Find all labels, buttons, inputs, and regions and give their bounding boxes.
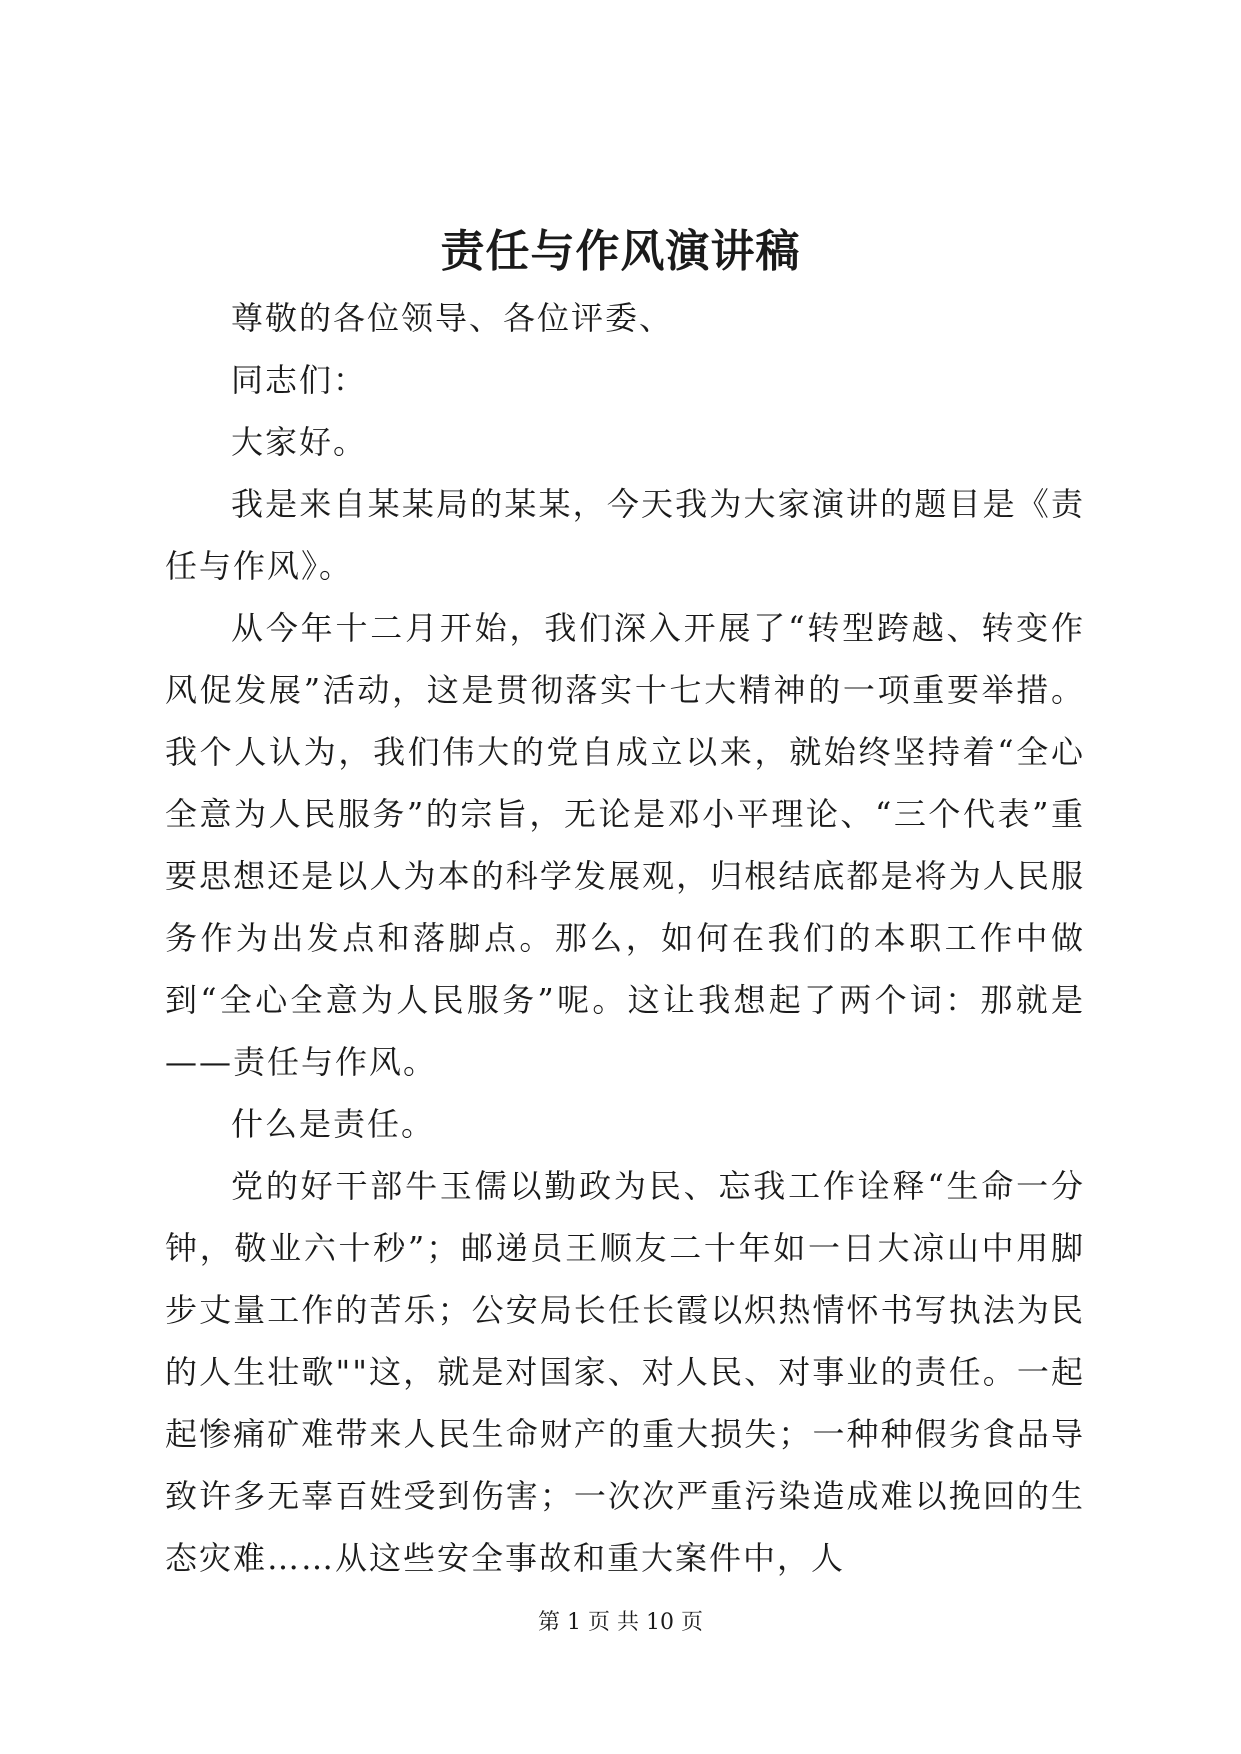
intro-paragraph: 我是来自某某局的某某，今天我为大家演讲的题目是《责任与作风》。 bbox=[165, 485, 1085, 585]
body-paragraph: 党的好干部牛玉儒以勤政为民、忘我工作诠释“生命一分钟，敬业六十秒”；邮递员王顺友二十年如一日大凉山中用脚步丈量工作的苦乐；公安局长任长霞以炽热情怀书写执法为民的人生壮歌""这，就是对国家、对人民、对事业的责任。一起起惨痛矿难带来人民生命财产的重大损失；一种种假劣食品导致许多无辜百姓受到伤害；一次次严重污染造成难以挽回的生态灾难……从这些安全事故和重大案件中，人 bbox=[165, 1167, 1085, 1577]
salutation-line: 同志们： bbox=[231, 361, 368, 399]
body-paragraph: 从今年十二月开始，我们深入开展了“转型跨越、转变作风促发展”活动，这是贯彻落实十七大精神的一项重要举措。我个人认为，我们伟大的党自成立以来，就始终坚持着“全心全意为人民服务”的宗旨，无论是邓小平理论、“三个代表”重要思想还是以人为本的科学发展观，归根结底都是将为人民服务作为出发点和落脚点。那么，如何在我们的本职工作中做到“全心全意为人民服务”呢。这让我想起了两个词：那就是——责任与作风。 bbox=[165, 609, 1085, 1081]
greeting-paragraph: 大家好。 bbox=[231, 423, 368, 461]
document-body bbox=[165, 287, 1085, 1589]
salutation-line: 尊敬的各位领导、各位评委、 bbox=[231, 299, 674, 337]
document-title: 责任与作风演讲稿 bbox=[440, 226, 801, 277]
section-heading-paragraph: 什么是责任。 bbox=[231, 1105, 436, 1143]
page-number-footer: 第 1 页 共 10 页 bbox=[538, 1610, 703, 1635]
